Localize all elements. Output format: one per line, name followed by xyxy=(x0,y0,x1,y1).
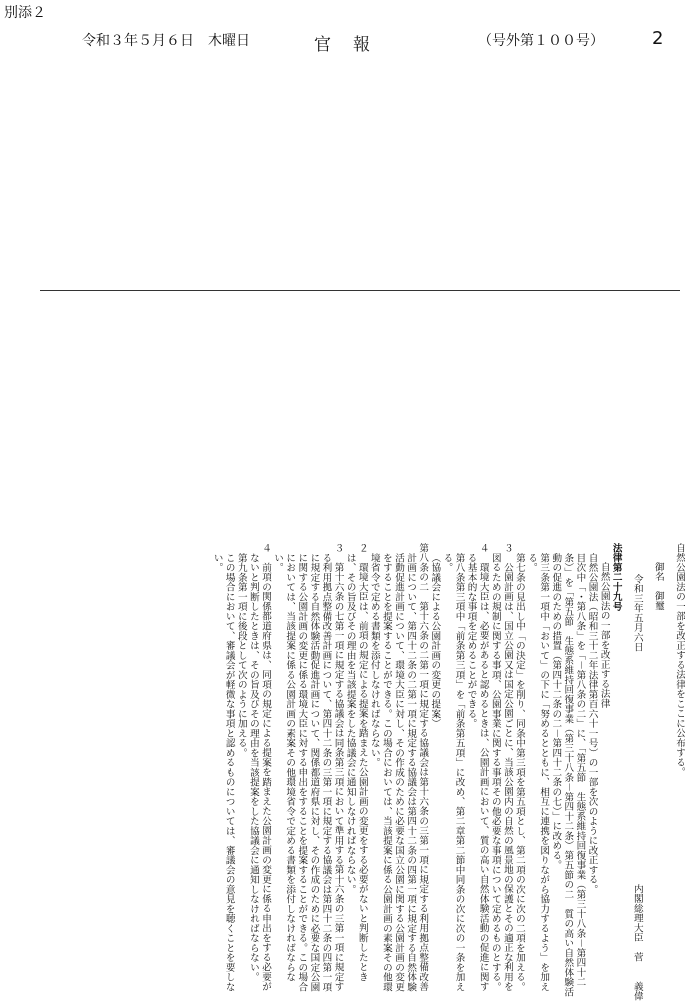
gazette-issue-number: （号外第１００号） xyxy=(478,33,604,49)
law-paragraph: ４ 前項の関係都道府県は、同項の規定による提案を踏まえた公園計画の変更に係る申出をする必要がないと判断したときは、その旨及びその理由を当該提案をした協議会に通知しなければならない。 xyxy=(247,543,271,992)
law-paragraph: 第八条第三項中「前条第三項」を「前条第五項」に改め、第二章第二節中同条の次に次の一条を加える。 xyxy=(441,552,465,992)
law-paragraph: 第八条の二 第十六条の二第一項に規定する協議会は第十六条の三第一項に規定する利用拠点整備改善計画について、第四十二条の二第一項に規定する協議会は第四十二条の四第一項に規定する自然体験活動促進計画について、環境大臣に対し、その作成のために必要な国立公園に関する公園計画の変更をすることを提案することができる。この場合においては、当該提案に係る公園計画の素案その他環境省令で定める書類を添付しなければならない。 xyxy=(368,543,429,992)
law-number: 法律第二十九号 xyxy=(610,543,622,612)
law-paragraph: 第三条第一項中「おいて」の下に「努めるとともに、相互に連携を図りながら協力するよう」を加える。 xyxy=(526,552,550,992)
imperial-seal-line: 御名 御璽 xyxy=(652,562,664,611)
law-paragraph: 第七条の見出し中「の決定」を削り、同条中第三項を第五項とし、第二項の次に次の二項を加える。 xyxy=(513,552,525,992)
article-caption: （協議会による公園計画の変更の提案） xyxy=(429,552,441,729)
law-title: 自然公園法の一部を改正する法律 xyxy=(598,562,610,709)
law-paragraph: ３ 第十六条の七第一項に規定する協議会は同条第三項において準用する第十六条の三第一項に規定する利用拠点整備改善計画について、第四十二条の三第一項に規定する協議会は第四十二条の四第一項に規定する自然体験活動促進計画について、関係都道府県に対し、その作成のために必要な国定公園に関する公園計画の変更に係る環境大臣に対する申出をすることを提案することができる。この場合においては、当該提案に係る公園計画の素案その他環境省令で定める書類を添付しなければならない。 xyxy=(272,543,344,992)
law-paragraph: 目次中「・第八条」を「－第八条の二」に、「第五節 生態系維持回復事業（第三十八条－第四十二条）」を「第五節 生態系維持回復事業（第三十八条－第四十二条）第五節の二 質の高い自然体験活動の促進のための措置（第四十二条の二－第四十二条の七）」に改める。 xyxy=(550,552,586,997)
law-paragraph: 自然公園法（昭和三十二年法律第百六十一号）の一部を次のように改正する。 xyxy=(586,552,598,894)
signature-line xyxy=(631,543,643,1001)
law-paragraph: ４ 環境大臣は、必要があると認めるときは、公園計画において、質の高い自然体験活動の促進に関する基本的な事項を定めることができる。 xyxy=(465,543,489,992)
page-number: 2 xyxy=(652,28,664,49)
annex-label: 別添２ xyxy=(4,5,46,21)
section-divider xyxy=(40,290,680,291)
proclamation-date: 令和三年五月六日 xyxy=(631,573,643,652)
law-paragraph: 第九条第一項に後段として次のように加える。 xyxy=(235,552,247,758)
signer-name: 内閣総理大臣 菅 義偉 xyxy=(631,884,643,1001)
law-paragraph: ３ 公園計画は、国立公園又は国定公園ごとに、当該公園内の自然の風景地の保護とその適正な利用を図るための規制に関する事項、公園事業に関する事項その他必要な事項について定めるものとする。 xyxy=(489,543,513,992)
law-text-body xyxy=(30,543,685,1001)
gazette-date: 令和３年５月６日 木曜日 xyxy=(82,33,250,49)
law-paragraph: ２ 環境大臣は、前項の規定による提案を踏まえた公園計画の変更をする必要がないと判断したときは、その旨及びその理由を当該提案をした協議会に通知しなければならない。 xyxy=(344,543,368,982)
proclamation-text: 自然公園法の一部を改正する法律をここに公布する。 xyxy=(674,543,685,777)
gazette-title: 官報 xyxy=(314,35,392,55)
law-paragraph: この場合において、審議会が軽微な事項と認めるものについては、審議会の意見を聴くことを要しない。 xyxy=(211,552,235,992)
